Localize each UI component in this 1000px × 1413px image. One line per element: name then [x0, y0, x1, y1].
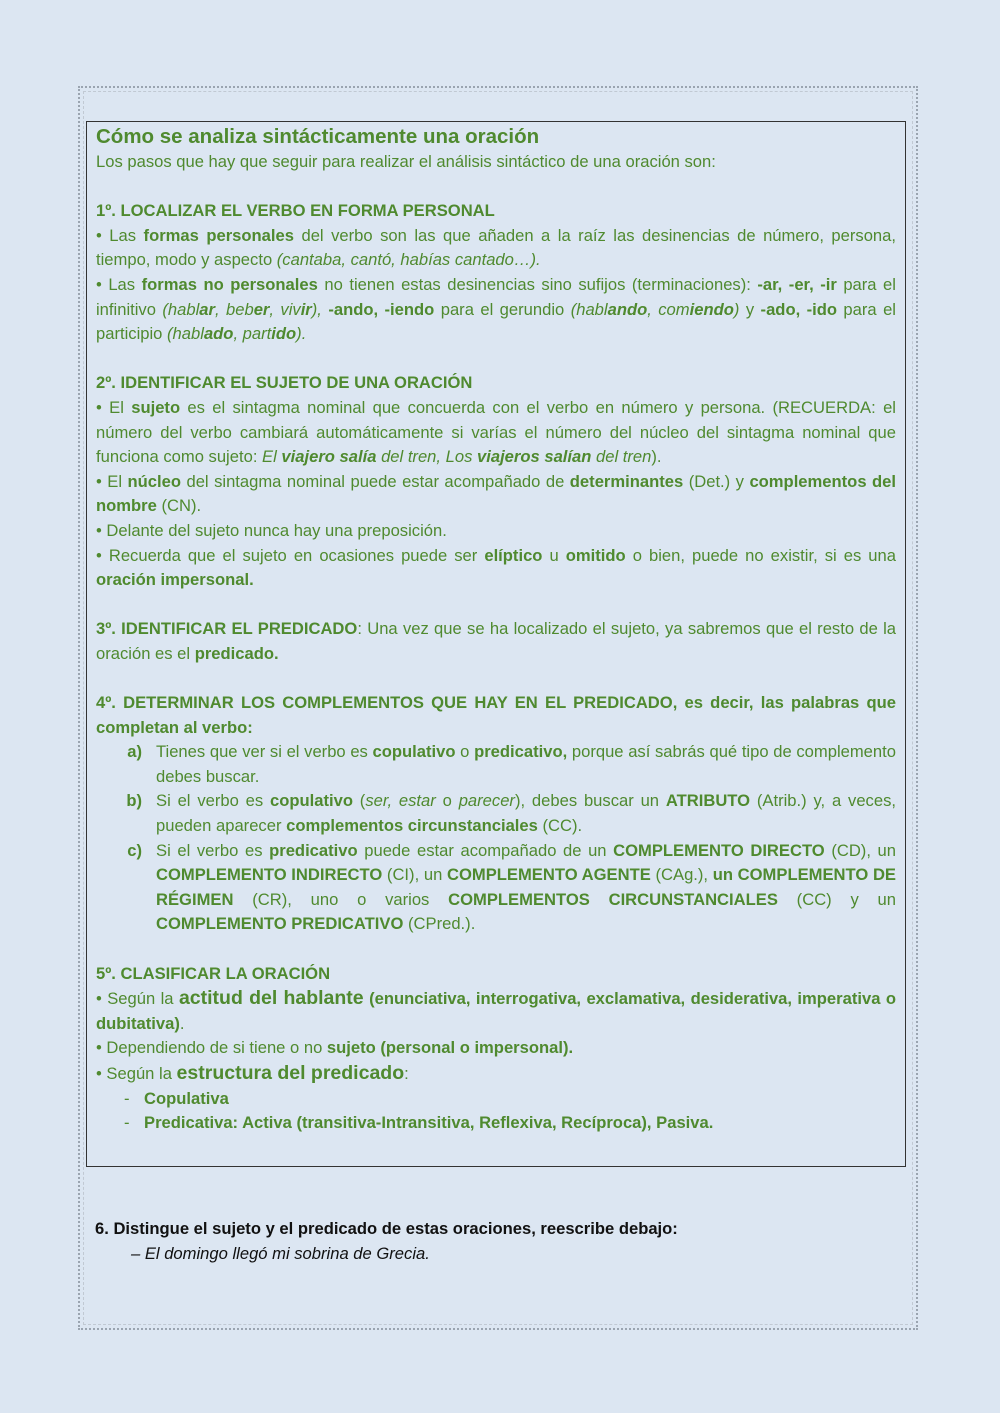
step5-list-item: - Predicativa: Activa (transitiva-Intransitiva, Reflexiva, Recíproca), Pasiva. — [124, 1113, 714, 1133]
step2-bullet-3: • Delante del sujeto nunca hay una preposición. — [96, 520, 447, 540]
step1-heading: 1º. LOCALIZAR EL VERBO EN FORMA PERSONAL — [96, 201, 495, 221]
step2-bullet-1: • El sujeto es el sintagma nominal que concuerda con el verbo en número y persona. (RECUERDA: el número del verbo cambiará automáticamente si varías el número del núcleo del sintagma nominal que funciona como sujeto: El viajero salía del tren, Los viajeros salían del tren). — [96, 397, 896, 467]
page-title: Cómo se analiza sintácticamente una oración — [96, 125, 540, 148]
step5-heading: 5º. CLASIFICAR LA ORACIÓN — [96, 963, 331, 983]
exercise-sentence: – El domingo llegó mi sobrina de Grecia. — [131, 1244, 430, 1263]
step4-list — [96, 740, 896, 937]
step4-item-b: b) Si el verbo es copulativo (ser, estar o parecer), debes buscar un ATRIBUTO (Atrib.) y, a veces, pueden aparecer complementos circunstanciales (CC). — [126, 791, 896, 836]
exercise-question: 6. Distingue el sujeto y el predicado de estas oraciones, reescribe debajo: — [95, 1219, 678, 1238]
intro-text: Los pasos que hay que seguir para realizar el análisis sintáctico de una oración son: — [96, 152, 716, 171]
exercise-6 — [95, 1216, 915, 1266]
step4-item-a: a) Tienes que ver si el verbo es copulativo o predicativo, porque así sabrás qué tipo de complemento debes buscar. — [127, 742, 896, 786]
step5-bullet-3: • Según la estructura del predicado: — [96, 1061, 409, 1084]
step3-paragraph: 3º. IDENTIFICAR EL PREDICADO: Una vez que se ha localizado el sujeto, ya sabremos que el resto de la oración es el predicado. — [96, 619, 897, 663]
step1-bullet-1: • Las formas personales del verbo son las que añaden a la raíz las desinencias de número, persona, tiempo, modo y aspecto (cantaba, cantó, habías cantado…). — [96, 225, 897, 270]
step2-bullet-2: • El núcleo del sintagma nominal puede estar acompañado de determinantes (Det.) y complementos del nombre (CN). — [96, 471, 896, 516]
theory-box — [86, 121, 906, 1167]
step4-heading: 4º. DETERMINAR LOS COMPLEMENTOS QUE HAY EN EL PREDICADO, es decir, las palabras que completan al verbo: — [96, 693, 896, 737]
step5-bullet-2: • Dependiendo de si tiene o no sujeto (personal o impersonal). — [96, 1038, 574, 1058]
step5-list-item: - Copulativa — [124, 1088, 229, 1108]
step5-bullet-1: • Según la actitud del hablante (enunciativa, interrogativa, exclamativa, desiderativa, imperativa o dubitativa). — [96, 987, 896, 1033]
step2-heading: 2º. IDENTIFICAR EL SUJETO DE UNA ORACIÓN — [96, 373, 473, 393]
step4-item-c: c) Si el verbo es predicativo puede estar acompañado de un COMPLEMENTO DIRECTO (CD), un COMPLEMENTO INDIRECTO (CI), un COMPLEMENTO AGENTE (CAg.), un COMPLEMENTO DE RÉGIMEN (CR), uno o varios COMPLEMENTOS CIRCUNSTANCIALES (CC) y un COMPLEMENTO PREDICATIVO (CPred.). — [127, 840, 897, 934]
step2-bullet-4: • Recuerda que el sujeto en ocasiones puede ser elíptico u omitido o bien, puede no existir, si es una oración impersonal. — [96, 545, 896, 590]
step1-bullet-2: • Las formas no personales no tienen estas desinencias sino sufijos (terminaciones): -ar, -er, -ir para el infinitivo (hablar, beber, vivir), -ando, -iendo para el gerundio (hablando, comiendo) y -ado, -ido para el participio (hablado, partido). — [96, 274, 896, 344]
